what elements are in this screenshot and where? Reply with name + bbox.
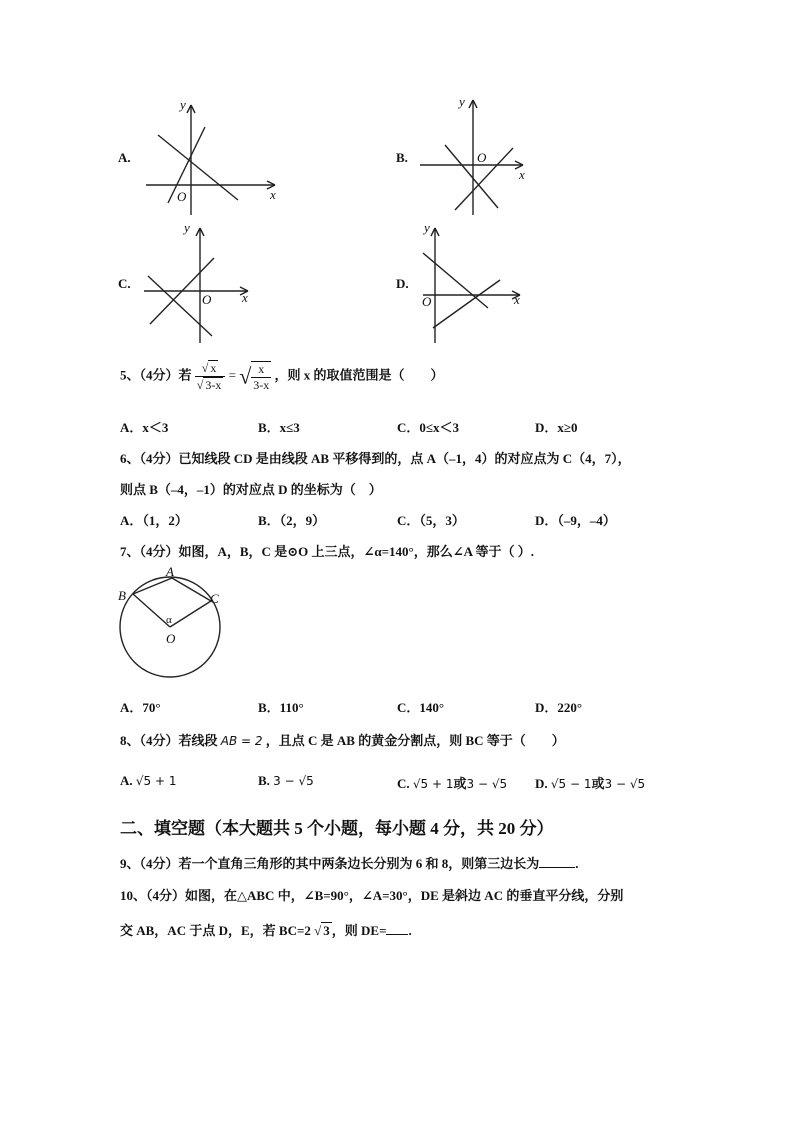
q7-circle-figure [110, 565, 230, 685]
label-o: O [166, 631, 176, 646]
label-b: B [118, 588, 126, 603]
q6-option-d: D．（–9，–4） [535, 513, 616, 528]
y-label: y [459, 94, 465, 109]
option-d-label: D. [396, 276, 409, 291]
q7-text: 7、（4分）如图，A，B，C 是⊙O 上三点，∠α=140°，那么∠A 等于（ ）. [120, 544, 535, 559]
q5-option-c: C．0≤x＜3 [397, 420, 460, 435]
option-a-label: A. [118, 150, 131, 165]
label-alpha: α [166, 614, 172, 626]
q6-option-b: B．（2，9） [258, 513, 326, 528]
label-a: A [166, 564, 174, 579]
q5-frac1-num: x [210, 361, 217, 375]
q8-option-b: B. 3 − √5 [258, 773, 314, 788]
option-b-label: B. [396, 150, 408, 165]
q5-option-a: A．x＜3 [120, 420, 169, 435]
line-1 [445, 145, 498, 208]
q5-option-d: D．x≥0 [535, 420, 578, 435]
y-label: y [180, 97, 186, 112]
origin-label: O [422, 294, 432, 309]
q7-option-c: C．140° [397, 700, 445, 715]
question-9: 9、（4分）若一个直角三角形的其中两条边长分别为 6 和 8，则第三边长为 . [120, 856, 579, 871]
line-1 [158, 135, 238, 200]
q6-line-2: 则点 B（–4，–1）的对应点 D 的坐标为（ ） [120, 482, 382, 497]
line-1 [423, 253, 488, 308]
q5-fraction-1: $\frac{√ x}{√ 3-x}$ [195, 360, 226, 393]
line-2 [433, 280, 500, 328]
graph-a [140, 95, 290, 220]
x-label: x [514, 292, 520, 307]
question-5: 5、（4分）若 $\frac{√ x}{√ 3-x}$ = √ $\frac{x}{3-x}$ ，则 x 的取值范围是（ ） [120, 361, 444, 392]
q5-fraction-2 [251, 361, 271, 393]
graph-c [140, 218, 260, 348]
q8-option-a: A. √5 + 1 [120, 773, 177, 788]
q6-option-a: A．（1，2） [120, 513, 188, 528]
q10-line-2-suffix: ，则 DE= [331, 923, 387, 938]
q9-text: 9、（4分）若一个直角三角形的其中两条边长分别为 6 和 8，则第三边长为 [120, 856, 540, 871]
q9-answer-blank[interactable] [539, 867, 575, 868]
q5-option-b: B．x≤3 [258, 420, 300, 435]
q8-prefix: 8、（4分）若线段 [120, 733, 218, 748]
q8-option-d: D. √5 − 1或3 − √5 [535, 776, 646, 791]
graph-d [418, 218, 533, 348]
q5-frac2-num: x [251, 362, 271, 378]
q10-sqrt3: 3 [323, 923, 330, 938]
graph-b [415, 90, 535, 220]
radius-oc [170, 601, 211, 627]
q7-option-b: B．110° [258, 700, 304, 715]
q8-suffix: ，且点 C 是 AB 的黄金分割点，则 BC 等于（ ） [265, 733, 565, 748]
origin-label: O [177, 189, 187, 204]
y-label: y [184, 220, 190, 235]
q5-suffix: ，则 x 的取值范围是（ ） [274, 367, 444, 383]
q10-line-2: 交 AB，AC 于点 D，E，若 BC=2 √ 3 ，则 DE= . [120, 923, 412, 938]
q8-formula: AB = 2 [220, 734, 263, 748]
question-8 [120, 730, 565, 749]
radius-ob [133, 594, 170, 627]
q10-line-2-prefix: 交 AB，AC 于点 D，E，若 BC=2 [120, 923, 311, 938]
q5-prefix: 5、（4分）若 [120, 367, 192, 383]
q5-equals: = [228, 367, 236, 383]
origin-label: O [477, 150, 487, 165]
y-label: y [424, 220, 430, 235]
q7-option-d: D．220° [535, 700, 583, 715]
q7-option-a: A．70° [120, 700, 161, 715]
q5-frac2-den: 3-x [253, 377, 270, 392]
x-label: x [519, 167, 525, 182]
q8-option-c: C. √5 + 1或3 − √5 [397, 776, 508, 791]
x-label: x [270, 187, 276, 202]
section-2-heading: 二、填空题（本大题共 5 个小题，每小题 4 分，共 20 分） [120, 819, 554, 838]
q10-answer-blank[interactable] [386, 934, 408, 935]
q5-frac1-den: 3-x [205, 378, 222, 392]
q6-line-1: 6、（4分）已知线段 CD 是由线段 AB 平移得到的，点 A（–1，4）的对应点为 C（4，7）， [120, 451, 631, 466]
label-c: C [210, 591, 219, 606]
option-c-label: C. [118, 276, 131, 291]
line-2 [168, 127, 205, 203]
x-label: x [242, 290, 248, 305]
origin-label: O [202, 292, 212, 307]
q10-line-1: 10、（4分）如图，在△ABC 中，∠B=90°，∠A=30°，DE 是斜边 AC 的垂直平分线，分别 [120, 888, 624, 903]
q6-option-c: C．（5，3） [397, 513, 465, 528]
